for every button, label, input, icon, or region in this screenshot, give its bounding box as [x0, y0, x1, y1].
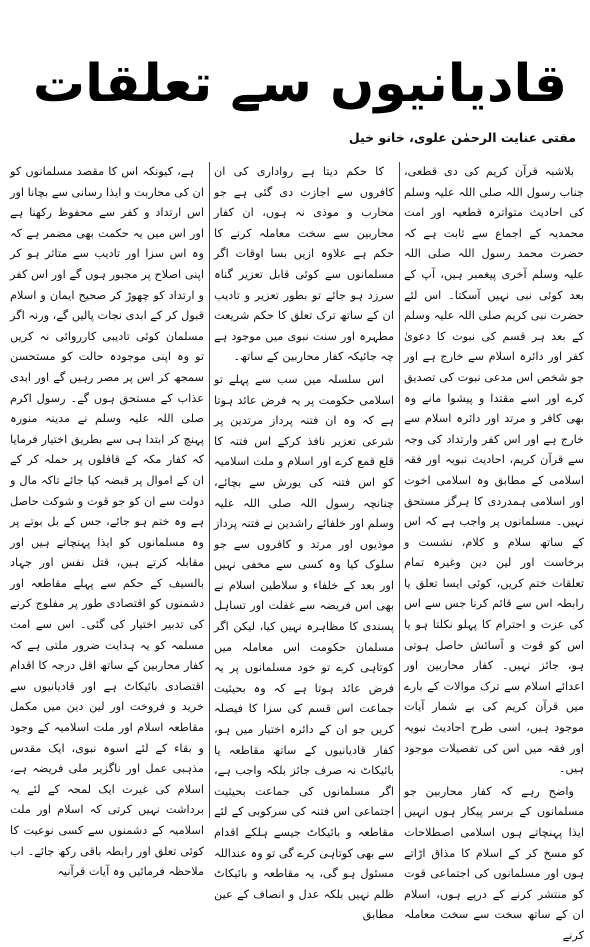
column-2-paragraph: کا حکم دیتا ہے رواداری کی ان کافروں سے اجازت دی گئی ہے جو محارب و موذی نہ ہوں، ان کفار محاربین سے سخت معاملہ کرنے کا حکم ہے علاوہ ازیں بسا اوقات اگر مسلمانوں سے کوئی قابل تعزیر گناہ سرزد ہو جائے تو بطور تعزیر و تادیب ان کے ساتھ ترک تعلق کا حکم شریعت مطہرہ اور سنت نبوی میں موجود ہے چہ جائیکہ کفار محاربین کے ساتھ۔	[214, 165, 394, 364]
column-2-paragraph: اس سلسلہ میں سب سے پہلے تو اسلامی حکومت پر یہ فرض عائد ہوتا ہے کہ وہ ان فتنہ پرداز مرتدین پر شرعی تعزیر نافذ کرکے اس فتنہ کا قلع قمع کرے اور اسلام و ملت اسلامیہ کو اس فتنہ کی یورش سے بچائے، چنانچہ رسول اللہ صلی اللہ علیہ وسلم اور خلفائے راشدین نے فتنہ پرداز موذیوں اور مرتد و کافروں سے جو سلوک کیا وہ کسی سے مخفی نہیں اور بعد کے خلفاء و سلاطین اسلام نے بھی اس فریضہ سے غفلت اور تساہل پسندی کا مظاہرہ نہیں کیا، لیکن اگر مسلمان حکومت اس معاملہ میں کوتاہی کرے تو خود مسلمانوں پر یہ فرض عائد ہوتا ہے کہ وہ بحیثیت جماعت اس قسم کی سزا کا فیصلہ کریں جو ان کے دائرہ اختیار میں ہو، کفار قادیانیوں کے ساتھ مقاطعہ یا بائیکاٹ نہ صرف جائز بلکہ واجب ہے، اگر مسلمانوں کی جماعت بحیثیت اجتماعی اس فتنہ کی سرکوبی کے لئے مقاطعہ و بائیکاٹ جیسے ہلکے اقدام سے بھی کوتاہی کرے گی تو وہ عنداللہ مسئول ہو گی، یہ مقاطعہ و بائیکاٹ ظلم نہیں بلکہ عدل و انصاف کے عین مطابق	[214, 372, 394, 922]
article-column-3	[10, 162, 204, 879]
column-1-paragraph: واضح رہے کہ کفار محاربین جو مسلمانوں کے برسر پیکار ہوں انہیں ایذا پہنچاتے ہوں اسلامی اصطلاحات کو مسخ کر کے اسلام کا مذاق اڑاتے ہوں اور مسلمانوں کی اجتماعی قوت کو منتشر کرنے کے درپے ہوں، اسلام ان کے ساتھ سخت سے سخت معاملہ کرنے	[404, 784, 584, 942]
column-3-paragraph: ہے، کیونکہ اس کا مقصد مسلمانوں کو ان کی محاربت و ایذا رسانی سے بچانا اور اس ارتداد و کفر سے محفوظ رکھنا ہے اور اس میں یہ حکمت بھی مضمر ہے کہ وہ اس سزا اور تادیب سے متاثر ہو کر اپنی اصلاح پر مجبور ہوں گے اور اس کفر و ارتداد کو چھوڑ کر صحیح ایمان و اسلام قبول کر کے ابدی نجات پالیں گے، ورنہ اگر مسلمان کوئی تادیبی کارروائی نہ کریں تو وہ اپنی موجودہ حالت کو مستحسن سمجھ کر اس پر مصر رہیں گے اور ابدی عذاب کے مستحق ہوں گے۔ رسول اکرم صلی اللہ علیہ وسلم نے مدینہ منورہ پہنچ کر ابتدا ہی سے بطریق اختیار فرمایا کہ کفار مکہ کے قافلوں پر حملہ کر کے ان کے اموال پر قبضہ کیا جائے تاکہ مال و دولت سے ان کو جو قوت و شوکت حاصل ہے وہ ختم ہو جائے، جس کے بل بوتے پر وہ مسلمانوں کو ایذا پہنچاتے ہیں اور مقابلہ کرتے ہیں، قتل نفس اور جہاد بالسیف کے حکم سے پہلے مقاطعہ اور دشمنوں کو اقتصادی طور پر مفلوج کرنے کی تدبیر اختیار کی گئی۔ اس سے امت مسلمہ کو یہ ہدایت ضرور ملتی ہے کہ کفار محاربین کے ساتھ اقل درجہ کا اقدام اقتصادی بائیکاٹ ہے اور قادیانیوں سے خرید و فروخت اور لین دین میں مکمل مقاطعہ اسلام اور ملت اسلامیہ کے وجود و بقاء کے لئے اسوہ نبوی، ایک مقدس مذہبی عمل اور ناگزیر ملی فریضہ ہے، اسلام کی غیرت ایک لمحہ کے لئے یہ برداشت نہیں کرتی کہ اسلام اور ملت اسلامیہ کے دشمنوں سے کسی نوعیت کا کوئی تعلق اور رابطہ باقی رکھ جائے۔ اب ملاحظہ فرمائیں وہ آیات قرآنیہ	[10, 165, 204, 879]
article-byline: مفتی عنایت الرحمٰن علوی، خانو خیل	[348, 130, 576, 145]
column-divider	[209, 162, 210, 818]
article-column-2	[214, 162, 394, 922]
article-headline: قادیانیوں سے تعلقات	[32, 54, 568, 114]
column-divider	[399, 162, 400, 818]
article-column-1	[404, 162, 584, 942]
column-1-paragraph: بلاشبہ قرآن کریم کی دی قطعی، جناب رسول اللہ صلی اللہ علیہ وسلم کی احادیث متواترہ قطعیہ اور امت محمدیہ کے اجماع سے ثابت ہے کہ حضرت محمد رسول اللہ صلی اللہ علیہ وسلم آخری پیغمبر ہیں، آپ کے بعد کوئی نبی نہیں آسکتا۔ اس لئے حضرت نبی کریم صلی اللہ علیہ وسلم کے بعد ہر قسم کی نبوت کا دعویٰ کفر اور دائرہ اسلام سے خارج ہے اور جو شخص اس مدعی نبوت کی تصدیق کرے اور اسے مقتدا و پیشوا مانے وہ بھی کافر و مرتد اور دائرہ اسلام سے خارج ہے اور اس کفر وارتداد کی وجہ سے قرآن کریم، احادیث نبویہ اور فقہ اسلامی کے مطابق وہ اسلامی اخوت اور اسلامی ہمدردی کا ہرگز مستحق نہیں۔ مسلمانوں پر واجب ہے کہ اس کے ساتھ سلام و کلام، نشست و برخاست اور لین دین وغیرہ تمام تعلقات ختم کریں، کوئی ایسا تعلق یا رابطہ اس سے قائم کرنا جس سے اس کی عزت و احترام کا پہلو نکلتا ہو یا اس کو قوت و آسائش حاصل ہوتی ہو، جائز نہیں۔ کفار محاربین اور اعدائے اسلام سے ترک موالات کے بارے میں قرآن کریم کی بے شمار آیات موجود ہیں، اسی طرح احادیث نبویہ اور فقہ میں اس کی تفصیلات موجود ہیں۔	[404, 165, 584, 776]
